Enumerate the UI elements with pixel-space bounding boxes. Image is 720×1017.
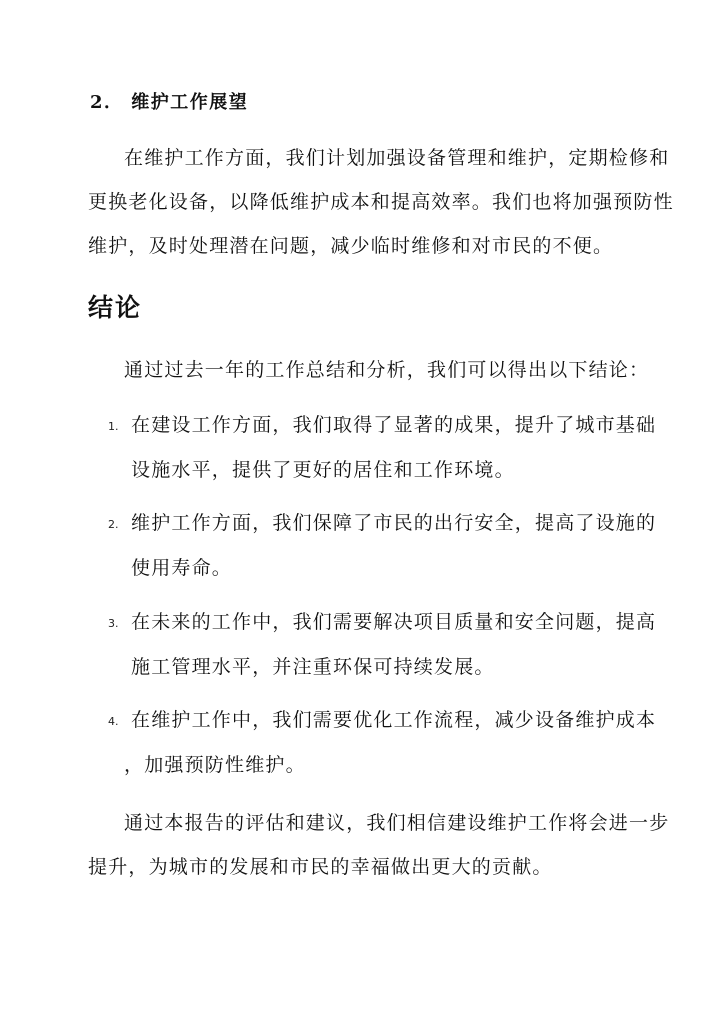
paragraph-line: 在维护工作方面，我们计划加强设备管理和维护，定期检修和 — [124, 147, 670, 169]
paragraph-line: 更换老化设备，以降低维护成本和提高效率。我们也将加强预防性 — [88, 191, 674, 213]
list-item-number: 3. — [108, 617, 119, 630]
list-item-text: 维护工作方面，我们保障了市民的出行安全，提高了设施的 — [131, 512, 657, 534]
closing-paragraph-line: 提升，为城市的发展和市民的幸福做出更大的贡献。 — [88, 856, 553, 878]
list-item-text: 施工管理水平，并注重环保可持续发展。 — [131, 656, 495, 678]
list-item-text: 在未来的工作中，我们需要解决项目质量和安全问题，提高 — [131, 611, 657, 633]
list-item-number: 1. — [108, 420, 119, 433]
list-item-text: 设施水平，提供了更好的居住和工作环境。 — [131, 459, 515, 481]
list-item-number: 4. — [108, 715, 119, 728]
list-item-text: 使用寿命。 — [131, 557, 233, 579]
section-subheading: 2． 维护工作展望 — [90, 92, 249, 113]
list-item-text: 在建设工作方面，我们取得了显著的成果，提升了城市基础 — [131, 414, 657, 436]
conclusion-intro: 通过过去一年的工作总结和分析，我们可以得出以下结论： — [124, 359, 650, 381]
closing-paragraph-line: 通过本报告的评估和建议，我们相信建设维护工作将会进一步 — [124, 812, 670, 834]
paragraph-line: 维护，及时处理潜在问题，减少临时维修和对市民的不便。 — [88, 235, 614, 257]
conclusion-heading: 结论 — [88, 293, 143, 322]
list-item-text: 在维护工作中，我们需要优化工作流程，减少设备维护成本 — [131, 709, 657, 731]
list-item-number: 2. — [108, 518, 119, 531]
list-item-text: ，加强预防性维护。 — [124, 754, 306, 776]
